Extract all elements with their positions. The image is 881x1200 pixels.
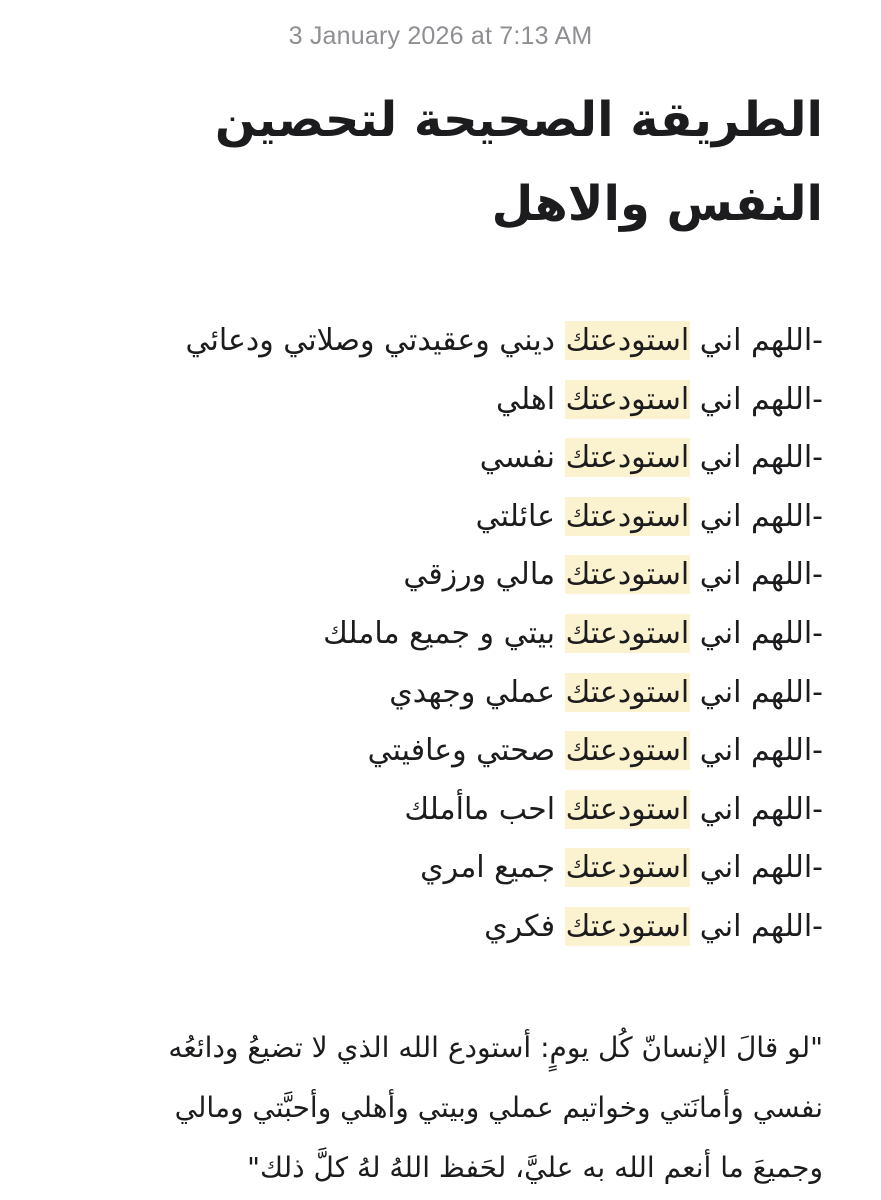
list-item[interactable] xyxy=(63,898,823,957)
list-item-prefix: -اللهم اني xyxy=(690,557,823,593)
list-item-prefix: -اللهم اني xyxy=(690,498,823,534)
list-item-prefix: -اللهم اني xyxy=(690,733,823,769)
list-item-suffix: مالي ورزقي xyxy=(403,557,565,593)
quote-paragraph[interactable] xyxy=(53,1018,823,1198)
list-item-suffix: فكري xyxy=(484,908,565,944)
list-item-suffix: صحتي وعافيتي xyxy=(367,733,565,769)
highlighted-word: استودعتك xyxy=(565,674,690,710)
list-item-prefix: -اللهم اني xyxy=(690,908,823,944)
list-item-suffix: عائلتي xyxy=(475,498,565,534)
list-item-prefix: -اللهم اني xyxy=(690,440,823,476)
highlighted-word: استودعتك xyxy=(565,615,690,651)
list-item-suffix: عملي وجهدي xyxy=(389,674,565,710)
highlighted-word: استودعتك xyxy=(565,498,690,534)
list-item-prefix: -اللهم اني xyxy=(690,674,823,710)
list-item[interactable] xyxy=(63,722,823,781)
highlighted-word: استودعتك xyxy=(565,440,690,476)
highlighted-word: استودعتك xyxy=(565,323,690,358)
note-title[interactable]: الطريقة الصحيحة لتحصين النفس والاهل xyxy=(214,92,823,232)
list-item-suffix: جميع امري xyxy=(420,850,565,886)
list-item-prefix: -اللهم اني xyxy=(690,323,823,358)
note-timestamp: 3 January 2026 at 7:13 AM xyxy=(288,22,593,50)
list-item-suffix: ديني وعقيدتي وصلاتي ودعائي xyxy=(185,323,565,358)
list-item[interactable] xyxy=(63,664,823,723)
list-item-suffix: نفسي xyxy=(479,440,565,476)
quote-line: وجميعَ ما أنعم الله به عليَّ، لحَفظ اللهُ لهُ كلَّ ذلك" xyxy=(247,1151,823,1184)
list-item[interactable] xyxy=(63,488,823,547)
list-item[interactable] xyxy=(63,429,823,488)
list-item-prefix: -اللهم اني xyxy=(690,381,823,417)
highlighted-word: استودعتك xyxy=(565,850,690,886)
highlighted-word: استودعتك xyxy=(565,733,690,769)
list-item[interactable] xyxy=(63,371,823,430)
list-item-prefix: -اللهم اني xyxy=(690,791,823,827)
list-item[interactable] xyxy=(63,312,823,371)
highlighted-word: استودعتك xyxy=(565,908,690,944)
highlighted-word: استودعتك xyxy=(565,381,690,417)
list-item-prefix: -اللهم اني xyxy=(690,615,823,651)
highlighted-word: استودعتك xyxy=(565,791,690,827)
quote-line: نفسي وأمانَتي وخواتيم عملي وبيتي وأهلي وأحبَّتي ومالي xyxy=(174,1091,823,1124)
quote-line: "لو قالَ الإنسانّ كُل يومٍ: أستودع الله الذي لا تضيعُ ودائعُه xyxy=(168,1031,823,1064)
list-item[interactable] xyxy=(63,546,823,605)
highlighted-word: استودعتك xyxy=(565,557,690,593)
list-item-prefix: -اللهم اني xyxy=(690,850,823,886)
list-item-suffix: اهلي xyxy=(495,381,565,417)
note-list xyxy=(63,312,823,957)
list-item-suffix: بيتي و جميع ماملك xyxy=(323,615,565,651)
list-item[interactable] xyxy=(63,839,823,898)
list-item[interactable] xyxy=(63,605,823,664)
list-item-suffix: احب ماأملك xyxy=(404,791,565,827)
list-item[interactable] xyxy=(63,781,823,840)
